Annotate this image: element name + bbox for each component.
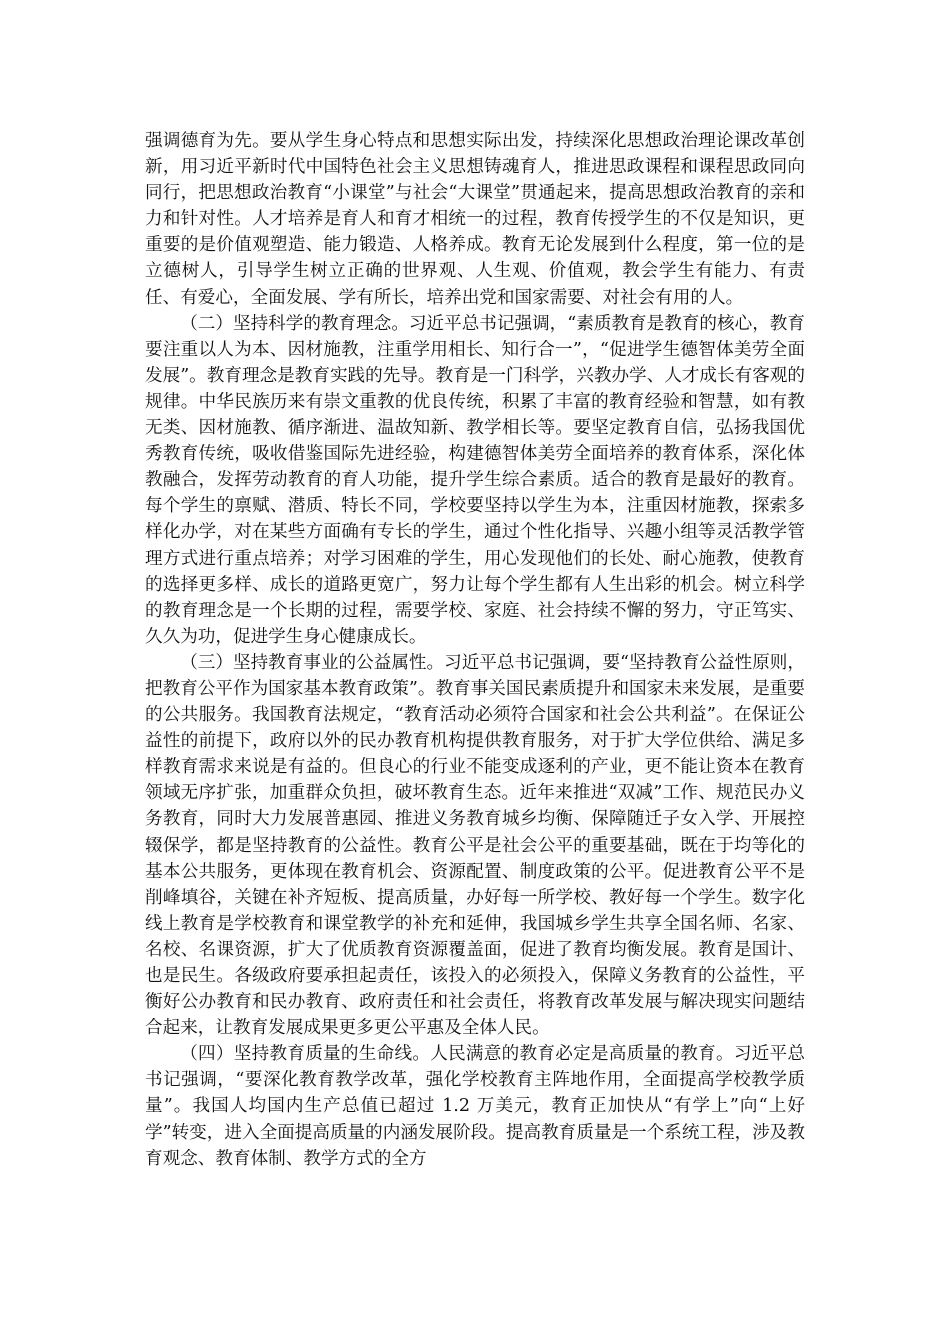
paragraph-education-quality: （四）坚持教育质量的生命线。人民满意的教育必定是高质量的教育。习近平总书记强调，“要深化教育教学改革，强化学校教育主阵地作用，全面提高学校教学质量”。我国人均国内生产总值已超过 1.2 万美元，教育正加快从“有学上”向“上好学”转变，进入全面提高质量的内涵发展阶段。提高教育质量是一个系统工程，涉及教育观念、教育体制、教学方式的全方: [145, 1044, 805, 1169]
paragraph-moral-education: 强调德育为先。要从学生身心特点和思想实际出发，持续深化思想政治理论课改革创新，用习近平新时代中国特色社会主义思想铸魂育人，推进思政课程和课程思政同向同行，把思想政治教育“小课堂”与社会“大课堂”贯通起来，提高思想政治教育的亲和力和针对性。人才培养是育人和育才相统一的过程，教育传授学生的不仅是知识，更重要的是价值观塑造、能力锻造、人格养成。教育无论发展到什么程度，第一位的是立德树人，引导学生树立正确的世界观、人生观、价值观，教会学生有能力、有责任、有爱心，全面发展、学有所长，培养出党和国家需要、对社会有用的人。: [145, 131, 805, 308]
document-page: [145, 128, 805, 1172]
paragraph-scientific-philosophy: （二）坚持科学的教育理念。习近平总书记强调，“素质教育是教育的核心，教育要注重以人为本、因材施教，注重学用相长、知行合一”，“促进学生德智体美劳全面发展”。教育理念是教育实践的先导。教育是一门科学，兴教办学、人才成长有客观的规律。中华民族历来有崇文重教的优良传统，积累了丰富的教育经验和智慧，如有教无类、因材施教、循序渐进、温故知新、教学相长等。要坚定教育自信，弘扬我国优秀教育传统，吸收借鉴国际先进经验，构建德智体美劳全面培养的教育体系，深化体教融合，发挥劳动教育的育人功能，提升学生综合素质。适合的教育是最好的教育。每个学生的禀赋、潜质、特长不同，学校要坚持以学生为本，注重因材施教，探索多样化办学，对在某些方面确有专长的学生，通过个性化指导、兴趣小组等灵活教学管理方式进行重点培养；对学习困难的学生，用心发现他们的长处、耐心施教，使教育的选择更多样、成长的道路更宽广，努力让每个学生都有人生出彩的机会。树立科学的教育理念是一个长期的过程，需要学校、家庭、社会持续不懈的努力，守正笃实、久久为功，促进学生身心健康成长。: [145, 313, 805, 647]
paragraph-public-welfare: （三）坚持教育事业的公益属性。习近平总书记强调，要“坚持教育公益性原则，把教育公平作为国家基本教育政策”。教育事关国民素质提升和国家未来发展，是重要的公共服务。我国教育法规定，“教育活动必须符合国家和社会公共利益”。在保证公益性的前提下，政府以外的民办教育机构提供教育服务，对于扩大学位供给、满足多样教育需求来说是有益的。但良心的行业不能变成逐利的产业，更不能让资本在教育领域无序扩张，加重群众负担，破坏教育生态。近年来推进“双减”工作、规范民办义务教育，同时大力发展普惠园、推进义务教育城乡均衡、保障随迁子女入学、开展控辍保学，都是坚持教育的公益性。教育公平是社会公平的重要基础，既在于均等化的基本公共服务，更体现在教育机会、资源配置、制度政策的公平。促进教育公平不是削峰填谷，关键在补齐短板、提高质量，办好每一所学校、教好每一个学生。数字化线上教育是学校教育和课堂教学的补充和延伸，我国城乡学生共享全国名师、名家、名校、名课资源，扩大了优质教育资源覆盖面，促进了教育均衡发展。教育是国计、也是民生。各级政府要承担起责任，该投入的必须投入，保障义务教育的公益性，平衡好公办教育和民办教育、政府责任和社会责任，将教育改革发展与解决现实问题结合起来，让教育发展成果更多更公平惠及全体人民。: [145, 652, 805, 1039]
